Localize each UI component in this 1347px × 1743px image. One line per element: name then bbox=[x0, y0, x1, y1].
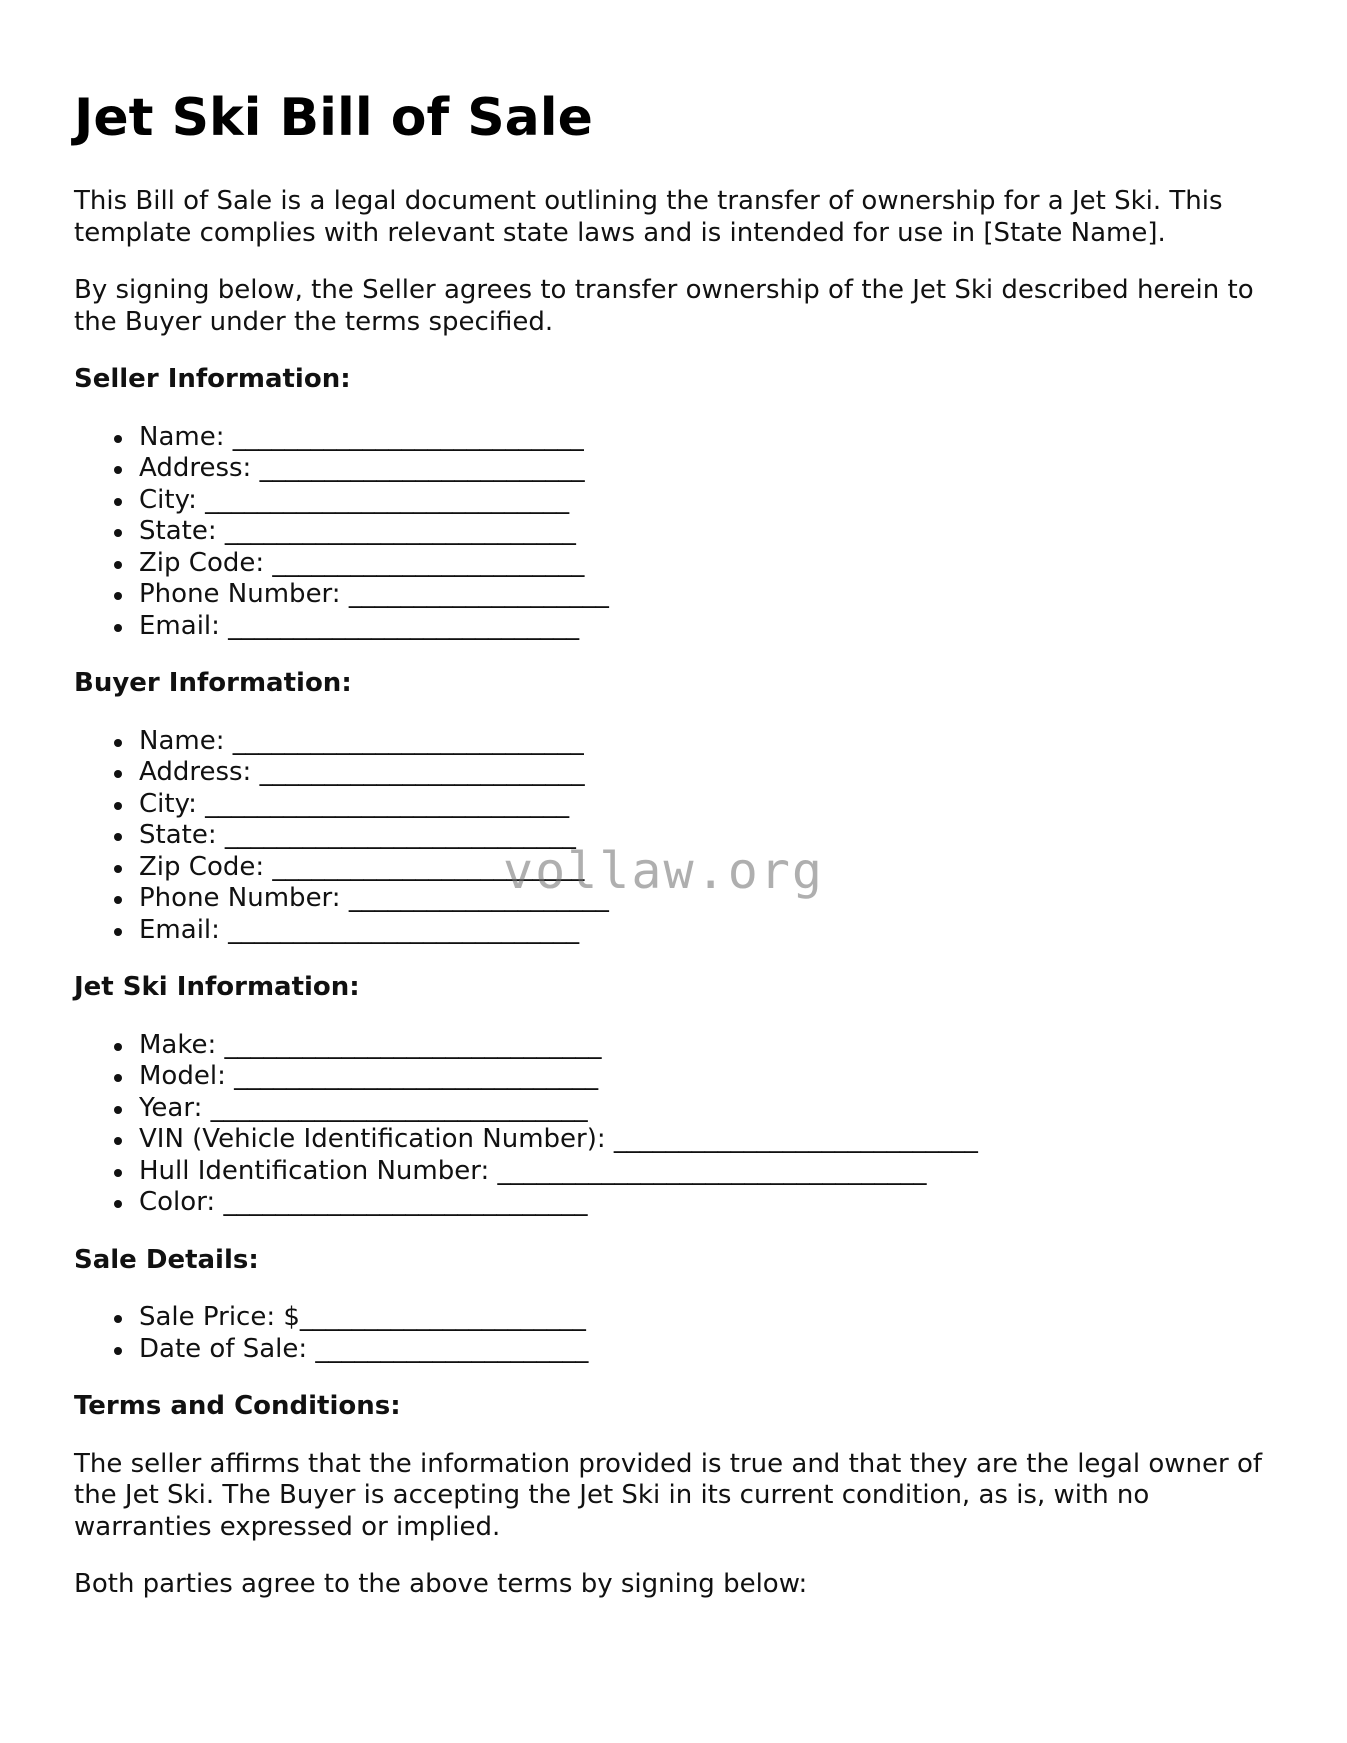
jetski-color-field: Color: ____________________________ bbox=[139, 1187, 1274, 1219]
buyer-state-field: State: ___________________________ bbox=[139, 820, 1274, 852]
agreement-paragraph: By signing below, the Seller agrees to transfer ownership of the Jet Ski described herein to the Buyer under the terms specified. bbox=[74, 275, 1254, 337]
seller-email-field: Email: ___________________________ bbox=[139, 611, 1274, 643]
document-title: Jet Ski Bill of Sale bbox=[74, 88, 593, 148]
terms-paragraph: The seller affirms that the information provided is true and that they are the legal owner of the Jet Ski. The Buyer is accepting the Jet Ski in its current condition, as is, with no warranties expressed or implied. bbox=[74, 1448, 1263, 1542]
buyer-zip-field: Zip Code: ________________________ bbox=[139, 852, 1274, 884]
sale-list bbox=[74, 1302, 1274, 1365]
seller-name-field: Name: ___________________________ bbox=[139, 422, 1274, 454]
buyer-city-field: City: ____________________________ bbox=[139, 789, 1274, 821]
buyer-list bbox=[74, 726, 1274, 947]
jetski-hull-id-field: Hull Identification Number: _________________________________ bbox=[139, 1156, 1274, 1188]
seller-address-field: Address: _________________________ bbox=[139, 453, 1274, 485]
buyer-heading: Buyer Information: bbox=[74, 668, 352, 698]
buyer-email-field: Email: ___________________________ bbox=[139, 915, 1274, 947]
jetski-model-field: Model: ____________________________ bbox=[139, 1061, 1274, 1093]
buyer-name-field: Name: ___________________________ bbox=[139, 726, 1274, 758]
seller-zip-field: Zip Code: ________________________ bbox=[139, 548, 1274, 580]
sale-heading: Sale Details: bbox=[74, 1244, 259, 1275]
sale-price-field: Sale Price: $______________________ bbox=[139, 1302, 1274, 1334]
seller-state-field: State: ___________________________ bbox=[139, 516, 1274, 548]
seller-heading: Seller Information: bbox=[74, 364, 351, 394]
seller-city-field: City: ____________________________ bbox=[139, 485, 1274, 517]
seller-phone-field: Phone Number: ____________________ bbox=[139, 579, 1274, 611]
sale-date-field: Date of Sale: _____________________ bbox=[139, 1334, 1274, 1366]
jetski-list bbox=[74, 1030, 1274, 1219]
watermark: vollaw.org bbox=[503, 842, 825, 900]
jetski-year-field: Year: _____________________________ bbox=[139, 1093, 1274, 1125]
buyer-phone-field: Phone Number: ____________________ bbox=[139, 883, 1274, 915]
terms-heading: Terms and Conditions: bbox=[74, 1391, 401, 1421]
seller-list bbox=[74, 422, 1274, 643]
buyer-address-field: Address: _________________________ bbox=[139, 757, 1274, 789]
signing-paragraph: Both parties agree to the above terms by signing below: bbox=[74, 1569, 808, 1599]
jetski-heading: Jet Ski Information: bbox=[74, 972, 360, 1002]
jetski-make-field: Make: _____________________________ bbox=[139, 1030, 1274, 1062]
jetski-vin-field: VIN (Vehicle Identification Number): ____________________________ bbox=[139, 1124, 1274, 1156]
intro-paragraph: This Bill of Sale is a legal document outlining the transfer of ownership for a Jet Ski. This template complies with relevant state laws and is intended for use in [State Name]. bbox=[74, 186, 1223, 248]
